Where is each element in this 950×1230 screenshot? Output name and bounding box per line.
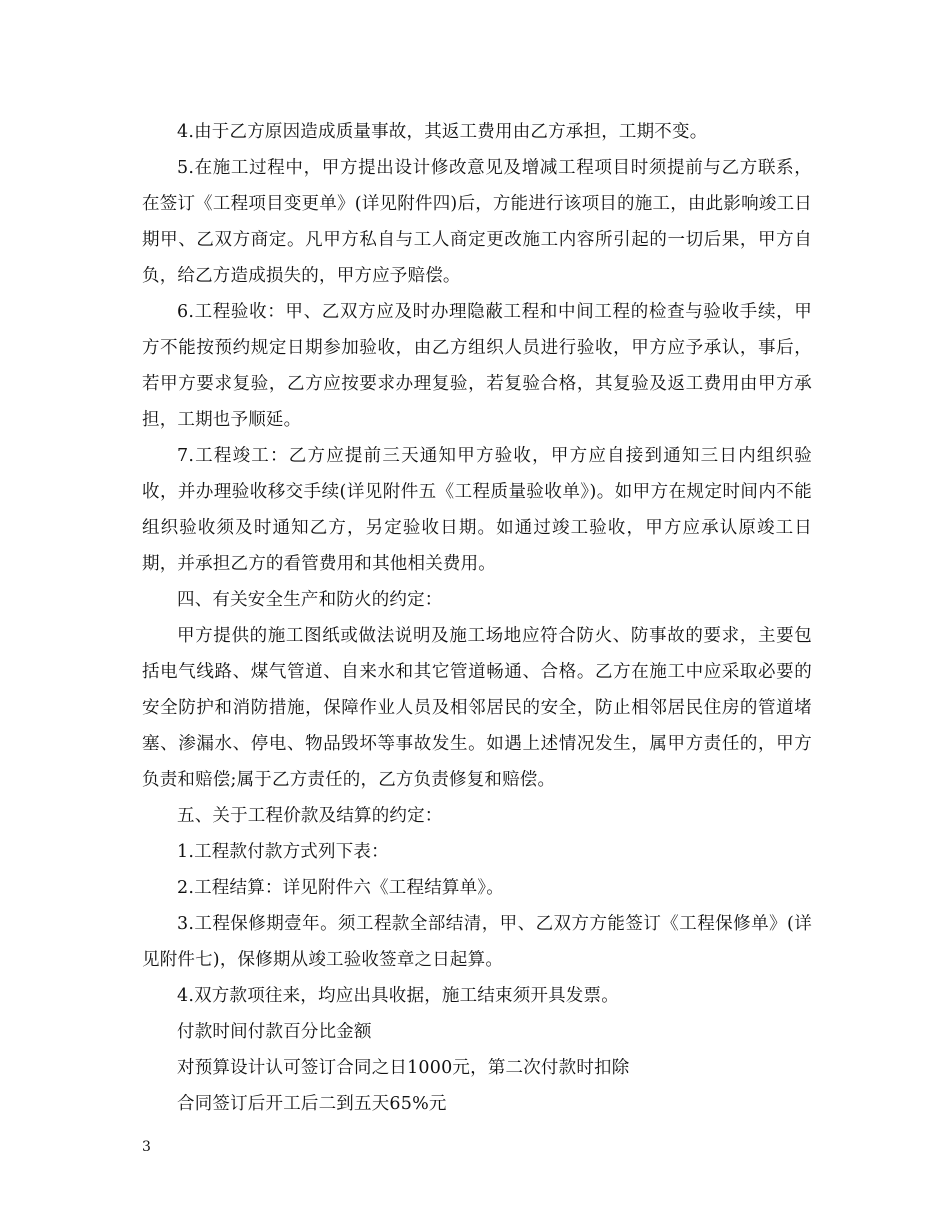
paragraph-settlement: 2.工程结算：详见附件六《工程结算单》。	[177, 878, 504, 898]
paragraph-receipts: 4.双方款项往来，均应出具收据，施工结束须开具发票。	[177, 986, 619, 1006]
payment-table-row: 对预算设计认可签订合同之日1000元，第二次付款时扣除	[177, 1058, 630, 1078]
document-body	[142, 114, 812, 1122]
paragraph-safety: 甲方提供的施工图纸或做法说明及施工场地应符合防火、防事故的要求，主要包括电气线路、煤气管道、自来水和其它管道畅通、合格。乙方在施工中应采取必要的安全防护和消防措施，保障作业人员及相邻居民的安全，防止相邻居民住房的管道堵塞、渗漏水、停电、物品毁坏等事故发生。如遇上述情况发生，属甲方责任的，甲方负责和赔偿;属于乙方责任的，乙方负责修复和赔偿。	[142, 626, 812, 790]
payment-table-header: 付款时间付款百分比金额	[177, 1022, 372, 1042]
paragraph-completion: 7.工程竣工：乙方应提前三天通知甲方验收，甲方应自接到通知三日内组织验收，并办理验收移交手续(详见附件五《工程质量验收单》)。如甲方在规定时间内不能组织验收须及时通知乙方，另定验收日期。如通过竣工验收，甲方应承认原竣工日期，并承担乙方的看管费用和其他相关费用。	[142, 446, 812, 574]
paragraph-quality-accident: 4.由于乙方原因造成质量事故，其返工费用由乙方承担，工期不变。	[177, 122, 708, 142]
section-heading-payment: 五、关于工程价款及结算的约定：	[177, 806, 443, 826]
section-heading-safety: 四、有关安全生产和防火的约定：	[177, 590, 443, 610]
paragraph-acceptance: 6.工程验收：甲、乙双方应及时办理隐蔽工程和中间工程的检查与验收手续，甲方不能按预约规定日期参加验收，由乙方组织人员进行验收，甲方应予承认，事后，若甲方要求复验，乙方应按要求办理复验，若复验合格，其复验及返工费用由甲方承担，工期也予顺延。	[142, 302, 812, 430]
payment-table-row: 合同签订后开工后二到五天65%元	[177, 1094, 447, 1114]
page-number: 3	[142, 1139, 151, 1155]
paragraph-design-changes: 5.在施工过程中，甲方提出设计修改意见及增减工程项目时须提前与乙方联系，在签订《工程项目变更单》(详见附件四)后，方能进行该项目的施工，由此影响竣工日期甲、乙双方商定。凡甲方私自与工人商定更改施工内容所引起的一切后果，甲方自负，给乙方造成损失的，甲方应予赔偿。	[142, 158, 812, 286]
paragraph-payment-method: 1.工程款付款方式列下表：	[177, 842, 389, 862]
paragraph-warranty: 3.工程保修期壹年。须工程款全部结清，甲、乙双方方能签订《工程保修单》(详见附件七)，保修期从竣工验收签章之日起算。	[142, 914, 812, 970]
